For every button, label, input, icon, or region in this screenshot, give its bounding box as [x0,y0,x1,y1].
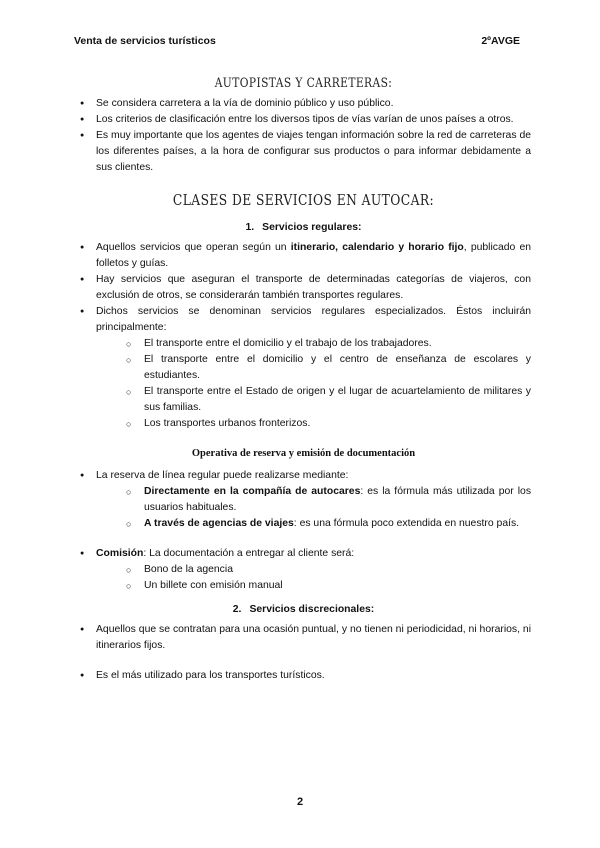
list-item [76,304,531,432]
comision-list [76,546,531,594]
sublist-item [126,516,531,532]
regulares-sublist [96,336,531,432]
reserva-sublist [96,484,531,532]
bold-segment: Comisión [96,548,144,559]
section-title-clases: CLASES DE SERVICIOS EN AUTOCAR: [172,191,435,209]
sublist-item: ○ Los transportes urbanos fronterizos. [126,416,531,432]
section-title-autopistas: AUTOPISTAS Y CARRETERAS: [214,76,393,91]
regulares-list [76,240,531,432]
bold-segment: Directamente en la compañía de autocares [144,486,361,497]
list-item [76,546,531,594]
heading-text: Servicios discrecionales: [249,604,375,615]
bold-segment: itinerario, calendario y horario fijo [290,242,464,253]
discrecionales-list-2 [76,668,531,684]
text-segment: Dichos servicios se denominan servicios regulares especializados. Éstos incluirán principalmente: [96,306,531,333]
discrecionales-list [76,622,531,654]
text-segment: , publicado en folletos y guías. [96,242,532,269]
spacer [76,532,531,546]
heading-servicios-regulares [76,220,531,236]
operativa-list [76,468,531,532]
sublist-item: ○ El transporte entre el domicilio y el centro de enseñanza de escolares y estudiantes. [126,352,531,384]
list-item: ● Se considera carretera a la vía de dominio público y uso público. [76,96,531,112]
sublist-item [126,484,531,516]
list-item [76,240,531,272]
list-item: ● Hay servicios que aseguran el transporte de determinadas categorías de viajeros, con exclusión de otros, se considerarán también transportes regulares. [76,272,531,304]
sublist-item: ○ El transporte entre el domicilio y el trabajo de los trabajadores. [126,336,531,352]
heading-number: 2. [232,604,242,615]
heading-operativa: Operativa de reserva y emisión de documentación [191,448,416,459]
header-course: 2ºAVGE [481,35,520,47]
heading-number: 1. [245,222,255,233]
documentacion-sublist [96,562,531,594]
header-subject: Venta de servicios turísticos [74,35,216,47]
document-body [76,74,531,684]
list-item: ● Es muy importante que los agentes de viajes tengan información sobre la red de carreteras de los diferentes países, a la hora de configurar sus productos o para informar debidamente a sus clientes. [76,128,531,176]
autopistas-list [76,96,531,176]
spacer [76,654,531,668]
text-segment: Aquellos servicios que operan según un [96,242,291,253]
sublist-item: ○ El transporte entre el Estado de origen y el lugar de acuartelamiento de militares y sus familias. [126,384,531,416]
list-item [76,468,531,532]
page-number: 2 [296,796,304,808]
heading-servicios-discrecionales [76,602,531,618]
list-item: ● Es el más utilizado para los transportes turísticos. [76,668,531,684]
text-segment: La reserva de línea regular puede realizarse mediante: [96,470,349,481]
bold-segment: A través de agencias de viajes [144,518,294,529]
list-item: ● Los criterios de clasificación entre los diversos tipos de vías varían de unos países a otros. [76,112,531,128]
sublist-item: ○ Un billete con emisión manual [126,578,531,594]
text-segment: : es una fórmula poco extendida en nuestro país. [293,518,520,529]
sublist-item: ○ Bono de la agencia [126,562,531,578]
list-item: ● Aquellos que se contratan para una ocasión puntual, y no tienen ni periodicidad, ni horarios, ni itinerarios fijos. [76,622,531,654]
text-segment: : La documentación a entregar al cliente será: [143,548,355,559]
text-segment: : es la fórmula más utilizada por los usuarios habituales. [144,486,532,513]
page-header [74,35,520,47]
heading-text: Servicios regulares: [262,222,362,233]
